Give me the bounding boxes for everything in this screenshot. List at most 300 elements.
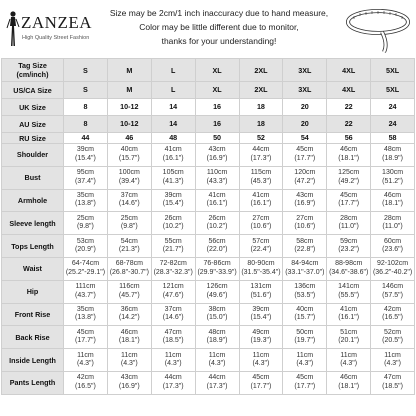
measurement-cell — [151, 189, 195, 212]
cm-value: 52cm — [384, 328, 402, 336]
measurement-cell — [283, 303, 327, 326]
inch-value: (13.8") — [75, 200, 96, 208]
inch-value: (18.1") — [382, 200, 403, 208]
measurement-cell — [327, 326, 371, 349]
inch-value: (18.5") — [382, 382, 403, 390]
measurement-cell — [239, 371, 283, 394]
size-code-cell: 3XL — [283, 82, 327, 99]
inch-value: (16.1") — [162, 154, 184, 162]
size-code-cell: 22 — [327, 116, 371, 133]
inch-value: (9.8") — [76, 223, 94, 231]
cm-value: 141cm — [338, 283, 360, 291]
cm-value: 53cm — [76, 237, 94, 245]
table-row — [2, 257, 415, 280]
measurement-cell — [195, 326, 239, 349]
measurement-cell — [327, 257, 371, 280]
inch-value: (37.4") — [75, 177, 96, 185]
inch-value: (45.7") — [118, 291, 140, 299]
cm-value: 47cm — [384, 374, 402, 382]
measurement-label: Sleeve length — [2, 212, 64, 235]
inch-value: (57.5") — [382, 291, 403, 299]
cm-value: 36cm — [120, 305, 138, 313]
cm-value: 35cm — [76, 191, 94, 199]
cm-value: 38cm — [208, 305, 226, 313]
measurement-cell — [195, 257, 239, 280]
tag-size-header: Tag Size (cm/inch) — [2, 59, 64, 82]
inch-value: (17.7") — [338, 200, 360, 208]
inch-value: (17.3") — [162, 382, 184, 390]
inch-value: (15.4") — [162, 200, 184, 208]
notice-line: Size may be 2cm/1 inch inaccuracy due to hand measure, — [109, 8, 329, 18]
cm-value: 111cm — [75, 283, 96, 291]
measurement-cell — [327, 280, 371, 303]
inch-value: (11.0") — [338, 223, 359, 231]
measurement-cell — [151, 235, 195, 258]
measurement-label: Pants Length — [2, 371, 64, 394]
cm-value: 120cm — [294, 169, 316, 177]
inch-value: (14.6") — [118, 200, 140, 208]
inch-value: (47.6") — [162, 291, 184, 299]
cm-value: 48cm — [208, 328, 226, 336]
brand-tagline: High Quality Street Fashion — [22, 35, 90, 41]
brand-name: ZANZEA — [21, 13, 92, 32]
measurement-label: Back Rise — [2, 326, 64, 349]
measurement-cell — [107, 257, 151, 280]
measurement-cell — [64, 144, 108, 167]
cm-value: 146cm — [382, 283, 404, 291]
inch-value: (16.1") — [338, 314, 360, 322]
cm-value: 60cm — [384, 237, 402, 245]
table-row — [2, 212, 415, 235]
inch-value: (4.3") — [208, 360, 226, 368]
measurement-cell — [283, 257, 327, 280]
size-column-header: M — [107, 59, 151, 82]
size-code-cell: 8 — [64, 116, 108, 133]
inch-value: (31.5"-35.4") — [241, 268, 281, 276]
measurement-cell — [195, 303, 239, 326]
table-row — [2, 303, 415, 326]
cm-value: 95cm — [76, 169, 94, 177]
inch-value: (43.3") — [206, 177, 228, 185]
inch-value: (25.2"-29.1") — [65, 268, 106, 276]
measurement-cell — [64, 349, 108, 372]
inch-value: (16.1") — [250, 200, 272, 208]
inch-value: (16.9") — [294, 200, 316, 208]
inch-value: (49.2") — [338, 177, 360, 185]
size-code-cell: 14 — [151, 99, 195, 116]
measurement-cell — [107, 144, 151, 167]
cm-value: 46cm — [340, 374, 358, 382]
measurement-label: Front Rise — [2, 303, 64, 326]
measurement-cell — [239, 280, 283, 303]
size-column-header: 2XL — [239, 59, 283, 82]
measurement-cell — [283, 235, 327, 258]
cm-value: 110cm — [206, 169, 228, 177]
notice-line: Color may be little different due to monitor, — [139, 22, 299, 32]
cm-value: 11cm — [208, 351, 226, 359]
inch-value: (10.6") — [294, 223, 316, 231]
cm-value: 49cm — [252, 328, 270, 336]
inch-value: (20.9") — [75, 246, 96, 254]
inch-value: (18.1") — [338, 154, 360, 162]
measurement-cell — [195, 371, 239, 394]
size-code-cell: 24 — [371, 99, 415, 116]
table-row — [2, 189, 415, 212]
cm-value: 130cm — [382, 169, 404, 177]
inch-value: (16.9") — [206, 154, 228, 162]
cm-value: 43cm — [296, 191, 314, 199]
inch-value: (15.4") — [75, 154, 96, 162]
inch-value: (16.5") — [75, 382, 96, 390]
size-code-cell: 20 — [283, 116, 327, 133]
measurement-cell — [107, 371, 151, 394]
measurement-cell — [64, 326, 108, 349]
measurement-cell — [283, 280, 327, 303]
inch-value: (41.3") — [162, 177, 184, 185]
measurement-cell — [371, 144, 415, 167]
row-label: US/CA Size — [2, 82, 64, 99]
table-row — [2, 99, 415, 116]
measurement-cell — [64, 212, 108, 235]
cm-value: 116cm — [119, 283, 140, 291]
inch-value: (15.0") — [206, 314, 228, 322]
measurement-cell — [195, 235, 239, 258]
measurement-cell — [151, 326, 195, 349]
cm-value: 48cm — [384, 146, 402, 154]
measurement-label: Bust — [2, 166, 64, 189]
size-code-cell: XL — [195, 82, 239, 99]
inch-value: (53.5") — [294, 291, 316, 299]
cm-value: 80-90cm — [247, 260, 275, 268]
cm-value: 39cm — [252, 305, 270, 313]
inch-value: (16.5") — [382, 314, 403, 322]
measurement-cell — [327, 235, 371, 258]
cm-value: 26cm — [164, 214, 182, 222]
cm-value: 40cm — [296, 305, 314, 313]
measurement-label: Tops Length — [2, 235, 64, 258]
size-code-cell: 10-12 — [107, 116, 151, 133]
inch-value: (51.6") — [250, 291, 272, 299]
cm-value: 45cm — [252, 374, 270, 382]
cm-value: 40cm — [120, 146, 138, 154]
inch-value: (14.2") — [118, 314, 140, 322]
cm-value: 39cm — [164, 191, 182, 199]
inch-value: (4.3") — [76, 360, 94, 368]
size-column-header: XL — [195, 59, 239, 82]
size-code-cell: 48 — [151, 133, 195, 144]
inch-value: (10.2") — [162, 223, 184, 231]
size-code-cell: 2XL — [239, 82, 283, 99]
cm-value: 76-86cm — [203, 260, 231, 268]
size-code-cell: M — [107, 82, 151, 99]
inch-value: (18.9") — [382, 154, 403, 162]
inch-value: (28.3"-32.3") — [153, 268, 193, 276]
table-row — [2, 82, 415, 99]
inch-value: (18.1") — [338, 382, 360, 390]
inch-value: (4.3") — [164, 360, 182, 368]
measurement-cell — [371, 235, 415, 258]
measurement-cell — [239, 326, 283, 349]
size-column-header: L — [151, 59, 195, 82]
cm-value: 55cm — [164, 237, 182, 245]
inch-value: (23.6") — [382, 246, 403, 254]
inch-value: (22.0") — [206, 246, 228, 254]
size-code-cell: 58 — [371, 133, 415, 144]
size-code-cell: 18 — [239, 116, 283, 133]
inch-value: (19.7") — [294, 337, 316, 345]
inch-value: (22.4") — [250, 246, 272, 254]
cm-value: 68-78cm — [115, 260, 143, 268]
inch-value: (4.3") — [120, 360, 138, 368]
cm-value: 57cm — [252, 237, 270, 245]
size-code-cell: 10-12 — [107, 99, 151, 116]
cm-value: 115cm — [250, 169, 272, 177]
measurement-cell — [107, 212, 151, 235]
measurement-cell — [151, 144, 195, 167]
measurement-cell — [283, 371, 327, 394]
inch-value: (16.9") — [118, 382, 140, 390]
measurement-cell — [239, 189, 283, 212]
inch-value: (26.8"-30.7") — [109, 268, 149, 276]
measurement-cell — [151, 280, 195, 303]
cm-value: 11cm — [77, 351, 94, 359]
measurement-cell — [195, 280, 239, 303]
size-column-header: 5XL — [371, 59, 415, 82]
inch-value: (4.3") — [340, 360, 358, 368]
cm-value: 131cm — [250, 283, 272, 291]
cm-value: 84-94cm — [291, 260, 319, 268]
measurement-cell — [283, 349, 327, 372]
measurement-cell — [107, 235, 151, 258]
measurement-cell — [64, 189, 108, 212]
cm-value: 11cm — [121, 351, 138, 359]
measurement-cell — [327, 303, 371, 326]
cm-value: 72-82cm — [159, 260, 187, 268]
fashion-figure-icon — [6, 10, 20, 48]
inch-value: (19.3") — [250, 337, 272, 345]
measurement-cell — [371, 257, 415, 280]
table-row — [2, 116, 415, 133]
inch-value: (20.5") — [382, 337, 403, 345]
measurement-cell — [64, 280, 108, 303]
measurement-cell — [107, 280, 151, 303]
table-row — [2, 144, 415, 167]
measurement-cell — [195, 166, 239, 189]
cm-value: 58cm — [296, 237, 314, 245]
inch-value: (22.8") — [294, 246, 316, 254]
inch-value: (43.7") — [75, 291, 96, 299]
measurement-cell — [239, 303, 283, 326]
cm-value: 51cm — [340, 328, 358, 336]
measurement-cell — [107, 189, 151, 212]
inch-value: (36.2"-40.2") — [372, 268, 413, 276]
size-chart-header — [0, 0, 416, 56]
cm-value: 42cm — [76, 374, 94, 382]
cm-value: 105cm — [162, 169, 184, 177]
cm-value: 50cm — [296, 328, 314, 336]
cm-value: 45cm — [76, 328, 94, 336]
measurement-cell — [107, 303, 151, 326]
measurement-cell — [371, 280, 415, 303]
size-code-cell: 5XL — [371, 82, 415, 99]
measurement-cell — [107, 326, 151, 349]
cm-value: 11cm — [384, 351, 401, 359]
size-code-cell: 20 — [283, 99, 327, 116]
measurement-cell — [283, 212, 327, 235]
measurement-cell — [239, 235, 283, 258]
measurement-cell — [151, 257, 195, 280]
measurement-label: Waist — [2, 257, 64, 280]
size-code-cell: 44 — [64, 133, 108, 144]
cm-value: 46cm — [340, 146, 358, 154]
inch-value: (15.4") — [250, 314, 272, 322]
measurement-cell — [239, 166, 283, 189]
measurement-cell — [195, 212, 239, 235]
inch-value: (55.5") — [338, 291, 360, 299]
size-code-cell: 46 — [107, 133, 151, 144]
cm-value: 11cm — [296, 351, 314, 359]
cm-value: 26cm — [208, 214, 226, 222]
table-row — [2, 371, 415, 394]
inch-value: (9.8") — [120, 223, 138, 231]
inch-value: (17.3") — [206, 382, 228, 390]
inch-value: (21.7") — [162, 246, 184, 254]
measurement-cell — [283, 166, 327, 189]
measuring-tape-icon — [344, 4, 412, 54]
inch-value: (18.1") — [118, 337, 140, 345]
measurement-cell — [239, 349, 283, 372]
inch-value: (51.2") — [382, 177, 403, 185]
table-row — [2, 326, 415, 349]
cm-value: 121cm — [162, 283, 184, 291]
inch-value: (4.3") — [296, 360, 314, 368]
cm-value: 46cm — [120, 328, 138, 336]
inch-value: (17.3") — [250, 154, 272, 162]
measurement-cell — [151, 303, 195, 326]
inch-value: (14.6") — [162, 314, 184, 322]
size-code-cell: L — [151, 82, 195, 99]
cm-value: 41cm — [340, 305, 358, 313]
measurement-cell — [64, 235, 108, 258]
inch-value: (29.9"-33.9") — [197, 268, 237, 276]
cm-value: 41cm — [208, 191, 226, 199]
measurement-label: Inside Length — [2, 349, 64, 372]
inch-value: (47.2") — [294, 177, 316, 185]
measurement-cell — [239, 257, 283, 280]
measurement-cell — [327, 166, 371, 189]
inch-value: (20.1") — [338, 337, 360, 345]
inch-value: (18.5") — [162, 337, 184, 345]
brand-logo — [4, 6, 102, 50]
inch-value: (45.3") — [250, 177, 272, 185]
size-code-cell: 16 — [195, 99, 239, 116]
inch-value: (18.9") — [206, 337, 228, 345]
measurement-cell — [195, 144, 239, 167]
inch-value: (15.7") — [294, 314, 316, 322]
size-code-cell: 16 — [195, 116, 239, 133]
size-chart-table — [1, 58, 415, 395]
measurement-cell — [151, 371, 195, 394]
cm-value: 25cm — [120, 214, 138, 222]
size-code-cell: 50 — [195, 133, 239, 144]
measurement-cell — [239, 144, 283, 167]
cm-value: 28cm — [340, 214, 358, 222]
cm-value: 126cm — [206, 283, 228, 291]
measurement-cell — [371, 326, 415, 349]
table-row — [2, 59, 415, 82]
measurement-cell — [327, 212, 371, 235]
measurement-cell — [64, 166, 108, 189]
measurement-cell — [239, 212, 283, 235]
size-column-header: 4XL — [327, 59, 371, 82]
cm-value: 45cm — [296, 374, 314, 382]
cm-value: 39cm — [76, 146, 94, 154]
size-code-cell: 8 — [64, 99, 108, 116]
measurement-cell — [151, 166, 195, 189]
table-row — [2, 280, 415, 303]
size-code-cell: 52 — [239, 133, 283, 144]
measurement-cell — [151, 212, 195, 235]
measurement-cell — [371, 349, 415, 372]
size-code-cell: 22 — [327, 99, 371, 116]
measurement-cell — [195, 349, 239, 372]
measurement-cell — [371, 371, 415, 394]
inch-value: (10.2") — [206, 223, 228, 231]
measurement-cell — [327, 371, 371, 394]
cm-value: 45cm — [340, 191, 358, 199]
cm-value: 11cm — [252, 351, 270, 359]
cm-value: 43cm — [120, 374, 138, 382]
measurement-label: Shoulder — [2, 144, 64, 167]
inch-value: (10.6") — [250, 223, 272, 231]
measurement-cell — [283, 326, 327, 349]
cm-value: 25cm — [76, 214, 94, 222]
size-code-cell: 18 — [239, 99, 283, 116]
measurement-cell — [371, 189, 415, 212]
cm-value: 44cm — [252, 146, 270, 154]
cm-value: 59cm — [340, 237, 358, 245]
size-column-header: S — [64, 59, 108, 82]
cm-value: 64-74cm — [71, 260, 100, 268]
size-code-cell: 4XL — [327, 82, 371, 99]
cm-value: 42cm — [384, 305, 402, 313]
cm-value: 136cm — [294, 283, 316, 291]
inch-value: (17.7") — [75, 337, 96, 345]
measurement-cell — [371, 303, 415, 326]
cm-value: 11cm — [164, 351, 182, 359]
inch-value: (21.3") — [118, 246, 140, 254]
cm-value: 47cm — [164, 328, 182, 336]
cm-value: 54cm — [120, 237, 138, 245]
cm-value: 43cm — [208, 146, 226, 154]
inch-value: (17.7") — [250, 382, 272, 390]
inch-value: (17.7") — [294, 154, 316, 162]
measurement-label: Armhole — [2, 189, 64, 212]
inch-value: (4.3") — [252, 360, 270, 368]
measurement-cell — [283, 189, 327, 212]
table-row — [2, 133, 415, 144]
table-row — [2, 349, 415, 372]
size-code-cell: 56 — [327, 133, 371, 144]
table-row — [2, 166, 415, 189]
cm-value: 41cm — [252, 191, 270, 199]
cm-value: 46cm — [384, 191, 402, 199]
size-code-cell: S — [64, 82, 108, 99]
cm-value: 100cm — [118, 169, 140, 177]
measurement-cell — [327, 349, 371, 372]
inch-value: (23.2") — [338, 246, 360, 254]
inch-value: (49.6") — [206, 291, 228, 299]
